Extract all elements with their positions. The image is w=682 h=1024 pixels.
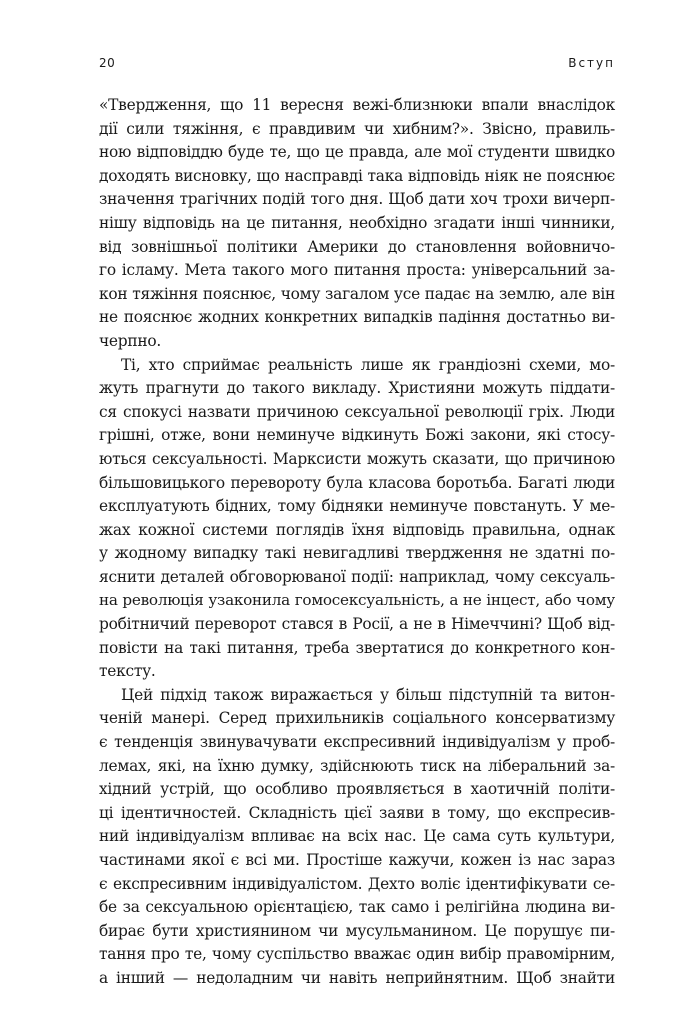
text-line: ся спокусі назвати причиною сексуальної революції гріх. Люди (99, 402, 615, 421)
text-line: ці ідентичностей. Складність цієї заяви в тому, що експресив- (99, 803, 615, 822)
text-line: нішу відповідь на це питання, необхідно згадати інші чинники, (99, 213, 615, 232)
text-line: «Твердження, що 11 вересня вежі-близнюки впали внаслідок (99, 96, 615, 114)
text-line: експлуатують бідних, тому бідняки неминуче повстануть. У ме- (99, 497, 615, 516)
text-line: грішні, отже, вони неминуче відкинуть Божі закони, які стосу- (99, 426, 615, 445)
text-line: значення трагічних подій того дня. Щоб дати хоч трохи вичерп- (99, 190, 615, 209)
text-line: лемах, які, на їхню думку, здійснюють тиск на ліберальний за- (99, 756, 615, 775)
text-line: ною відповіддю буде те, що це правда, але мої студенти швидко (99, 143, 615, 162)
page-header (99, 56, 615, 78)
text-line: від зовнішньої політики Америки до становлення войовничо- (99, 237, 615, 256)
text-line: дії сили тяжіння, є правдивим чи хибним?». Звісно, правиль- (99, 119, 615, 138)
text-line: не пояснює жодних конкретних випадків падіння достатньо ви- (99, 308, 615, 327)
text-line: го ісламу. Мета такого мого питання проста: універсальний за- (99, 261, 615, 280)
page-number: 20 (99, 56, 116, 70)
text-line: кон тяжіння пояснює, чому загалом усе падає на землю, але він (99, 284, 615, 303)
text-line: а інший — недоладним чи навіть неприйнятним. Щоб знайти (99, 968, 615, 987)
text-line: є тенденція звинувачувати експресивний індивідуалізм у проб- (99, 733, 615, 752)
text-line: доходять висновку, що насправді така відповідь ніяк не пояснює (99, 166, 615, 185)
text-line: жах кожної системи поглядів їхня відповідь правильна, однак (99, 520, 615, 539)
text-line: тання про те, чому суспільство вважає один вибір правомірним, (99, 945, 615, 964)
text-line: тексту. (99, 662, 156, 681)
running-head: Вступ (568, 56, 615, 70)
text-line: є експресивним індивідуалістом. Дехто воліє ідентифікувати се- (99, 874, 615, 893)
text-line: робітничий переворот стався в Росії, а не в Німеччині? Щоб від- (99, 615, 615, 634)
text-line: Ті, хто сприймає реальність лише як грандіозні схеми, мо- (121, 355, 615, 374)
body-text (99, 94, 615, 991)
text-line: яснити деталей обговорюваної події: наприклад, чому сексуаль- (99, 567, 615, 586)
text-line: ються сексуальності. Марксисти можуть сказати, що причиною (99, 449, 615, 468)
text-line: жуть прагнути до такого викладу. Християни можуть піддати- (99, 379, 615, 398)
text-line: черпно. (99, 331, 162, 350)
text-line: на революція узаконила гомосексуальність, а не інцест, або чому (99, 591, 615, 610)
text-line: у жодному випадку такі невигадливі твердження не здатні по- (99, 544, 615, 563)
text-line: частинами якої є всі ми. Простіше кажучи, кожен із нас зараз (99, 851, 615, 869)
text-line: хідний устрій, що особливо проявляється в хаотичній політи- (99, 780, 615, 799)
text-line: бирає бути християнином чи мусульманином. Це порушує пи- (99, 921, 615, 940)
text-line: бе за сексуальною орієнтацією, так само і релігійна людина ви- (99, 898, 615, 917)
text-line: ченій манері. Серед прихильників соціального консерватизму (99, 709, 615, 728)
text-line: ний індивідуалізм впливає на всіх нас. Це сама суть культури, (99, 827, 615, 846)
text-line: повісти на такі питання, треба звертатися до конкретного кон- (99, 638, 615, 657)
text-line: більшовицького перевороту була класова боротьба. Багаті люди (99, 473, 615, 492)
text-line: Цей підхід також виражається у більш підступній та витон- (121, 685, 615, 704)
